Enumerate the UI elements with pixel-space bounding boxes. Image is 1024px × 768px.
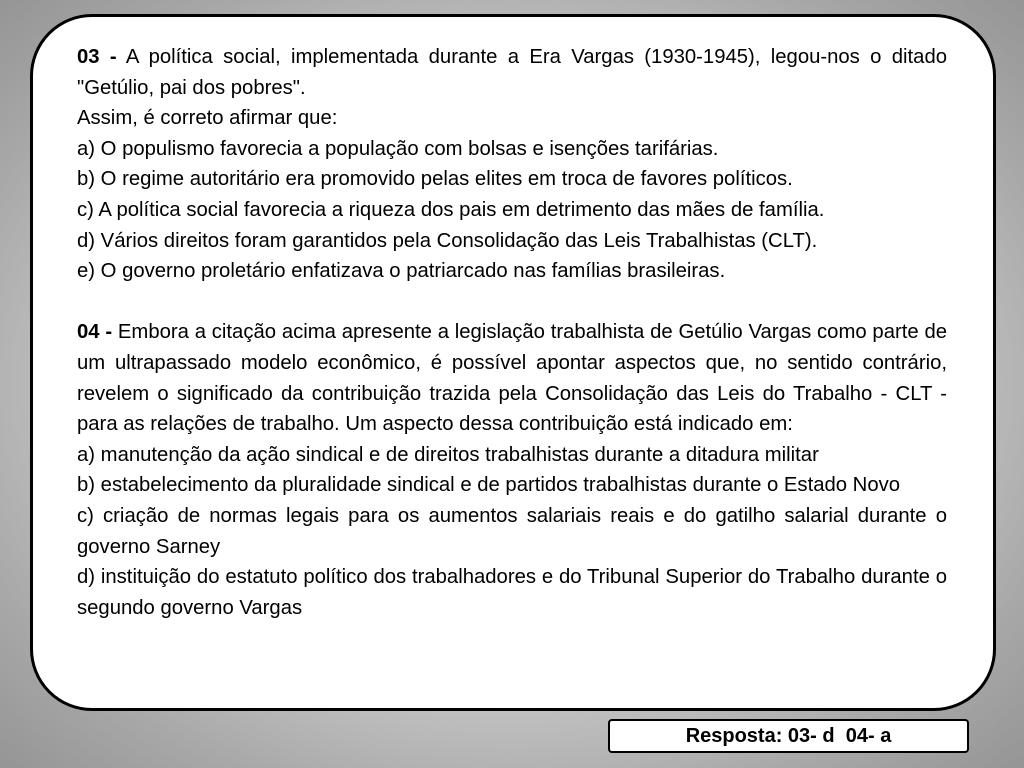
question-04-option-a: a) manutenção da ação sindical e de direitos trabalhistas durante a ditadura militar (77, 443, 819, 466)
question-03-option-c: c) A política social favorecia a riqueza dos pais em detrimento das mães de família. (77, 198, 825, 221)
question-04-option-c: c) criação de normas legais para os aumentos salariais reais e do gatilho salarial durante o governo Sarney (77, 504, 947, 558)
question-03-option-b: b) O regime autoritário era promovido pelas elites em troca de favores políticos. (77, 168, 793, 191)
question-04-option-b: b) estabelecimento da pluralidade sindical e de partidos trabalhistas durante o Estado Novo (77, 474, 901, 497)
question-03-option-a: a) O populismo favorecia a população com bolsas e isenções tarifárias. (77, 137, 719, 160)
question-03-text: A política social, implementada durante a Era Vargas (1930-1945), legou-nos o ditado "Getúlio, pai dos pobres". (77, 46, 947, 99)
spacer (77, 287, 947, 318)
question-content (77, 42, 947, 623)
question-03-number: 03 - (77, 46, 117, 68)
question-04-number: 04 - (77, 321, 113, 344)
question-03-option-e: e) O governo proletário enfatizava o patriarcado nas famílias brasileiras. (77, 260, 726, 283)
question-03-statement (77, 42, 947, 103)
question-04-statement (77, 317, 947, 439)
question-04-option-d: d) instituição do estatuto político dos trabalhadores e do Tribunal Superior do Trabalho durante o segundo governo Vargas (77, 566, 947, 619)
question-04-text: Embora a citação acima apresente a legislação trabalhista de Getúlio Vargas como parte de um ultrapassado modelo econômico, é possível apontar aspectos que, no sentido contrário, revelem o significado da contribuição trazida pela Consolidação das Leis do Trabalho - CLT - para as relações de trabalho. Um aspecto dessa contribuição está indicado em: (77, 321, 947, 436)
answer-box: Resposta: 03- d 04- a (608, 719, 969, 753)
question-03-prompt: Assim, é correto afirmar que: (77, 107, 338, 130)
question-03-option-d: d) Vários direitos foram garantidos pela Consolidação das Leis Trabalhistas (CLT). (77, 229, 818, 252)
